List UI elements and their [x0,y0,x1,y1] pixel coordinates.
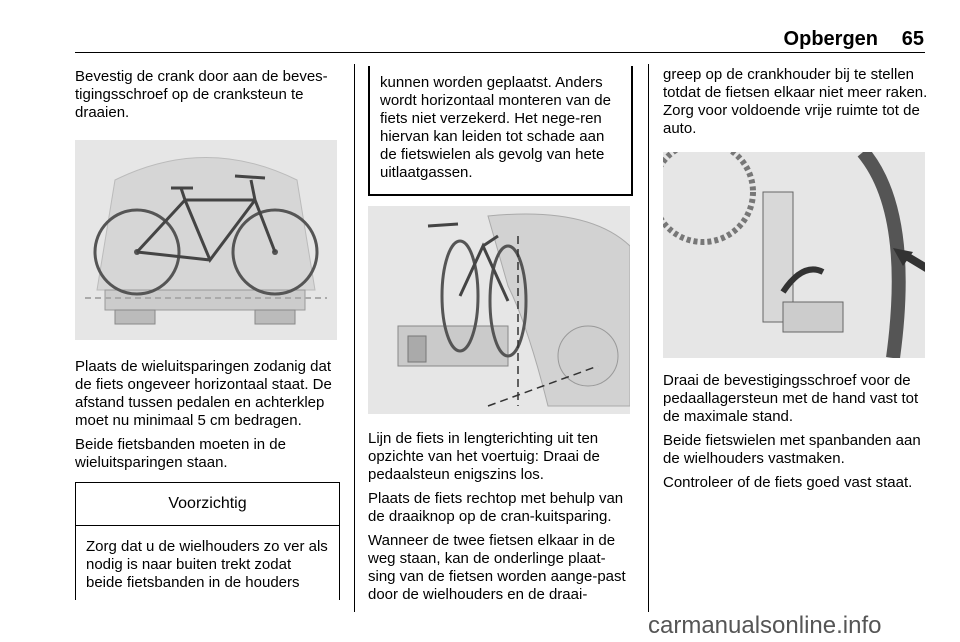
figure-bike-on-carrier-rear [75,140,337,340]
header-rule [75,52,925,53]
paragraph: Beide fietsbanden moeten in de wieluitsparingen staan. [75,436,286,471]
paragraph: Wanneer de twee fietsen elkaar in de weg staan, kan de onderlinge plaat-sing van de fietsen worden aange-past door de wielhouders en de draai- [368,532,626,603]
paragraph: Controleer of de fiets goed vast staat. [663,474,913,491]
caution-text: Zorg dat u de wielhouders zo ver als nodig is naar buiten trekt zodat beide fietsbanden in de houders [86,538,328,591]
paragraph: Bevestig de crank door aan de beves-tigingsschroef op de cranksteun te draaien. [75,68,328,121]
column-2 [368,66,633,610]
caution-box [75,482,340,600]
column-divider-1 [354,64,355,612]
paragraph: Beide fietswielen met spanbanden aan de wielhouders vastmaken. [663,432,921,467]
paragraph: Draai de bevestigingsschroef voor de pedaallagersteun met de hand vast tot de maximale stand. [663,372,919,425]
column-1 [75,68,340,600]
figure-pedal-bracket-screw [663,152,925,358]
paragraph: Plaats de wieluitsparingen zodanig dat de fiets ongeveer horizontaal staat. De afstand tussen pedalen en achterklep moet nu minimaal 5 cm bedragen. [75,358,332,429]
page-number: 65 [901,28,924,50]
figure-bike-alignment [368,206,630,414]
caution-title: Voorzichtig [76,483,339,526]
paragraph: greep op de crankhouder bij te stellen totdat de fietsen elkaar niet meer raken. Zorg voor voldoende vrije ruimte tot de auto. [663,66,928,137]
watermark: carmanualsonline.info [648,612,882,639]
page-header-title: Opbergen [783,28,878,50]
caution-box-continued: kunnen worden geplaatst. Anders wordt horizontaal monteren van de fiets niet verzekerd. Het nege-ren hiervan kan leiden tot schade aan de fietswielen als gevolg van hete uitlaatgassen. [368,66,633,196]
paragraph: Plaats de fiets rechtop met behulp van de draaiknop op de cran-kuitsparing. [368,490,624,525]
column-divider-2 [648,64,649,612]
paragraph: Lijn de fiets in lengterichting uit ten opzichte van het voertuig: Draai de pedaalsteun enigszins los. [368,430,600,483]
column-3 [663,66,928,498]
